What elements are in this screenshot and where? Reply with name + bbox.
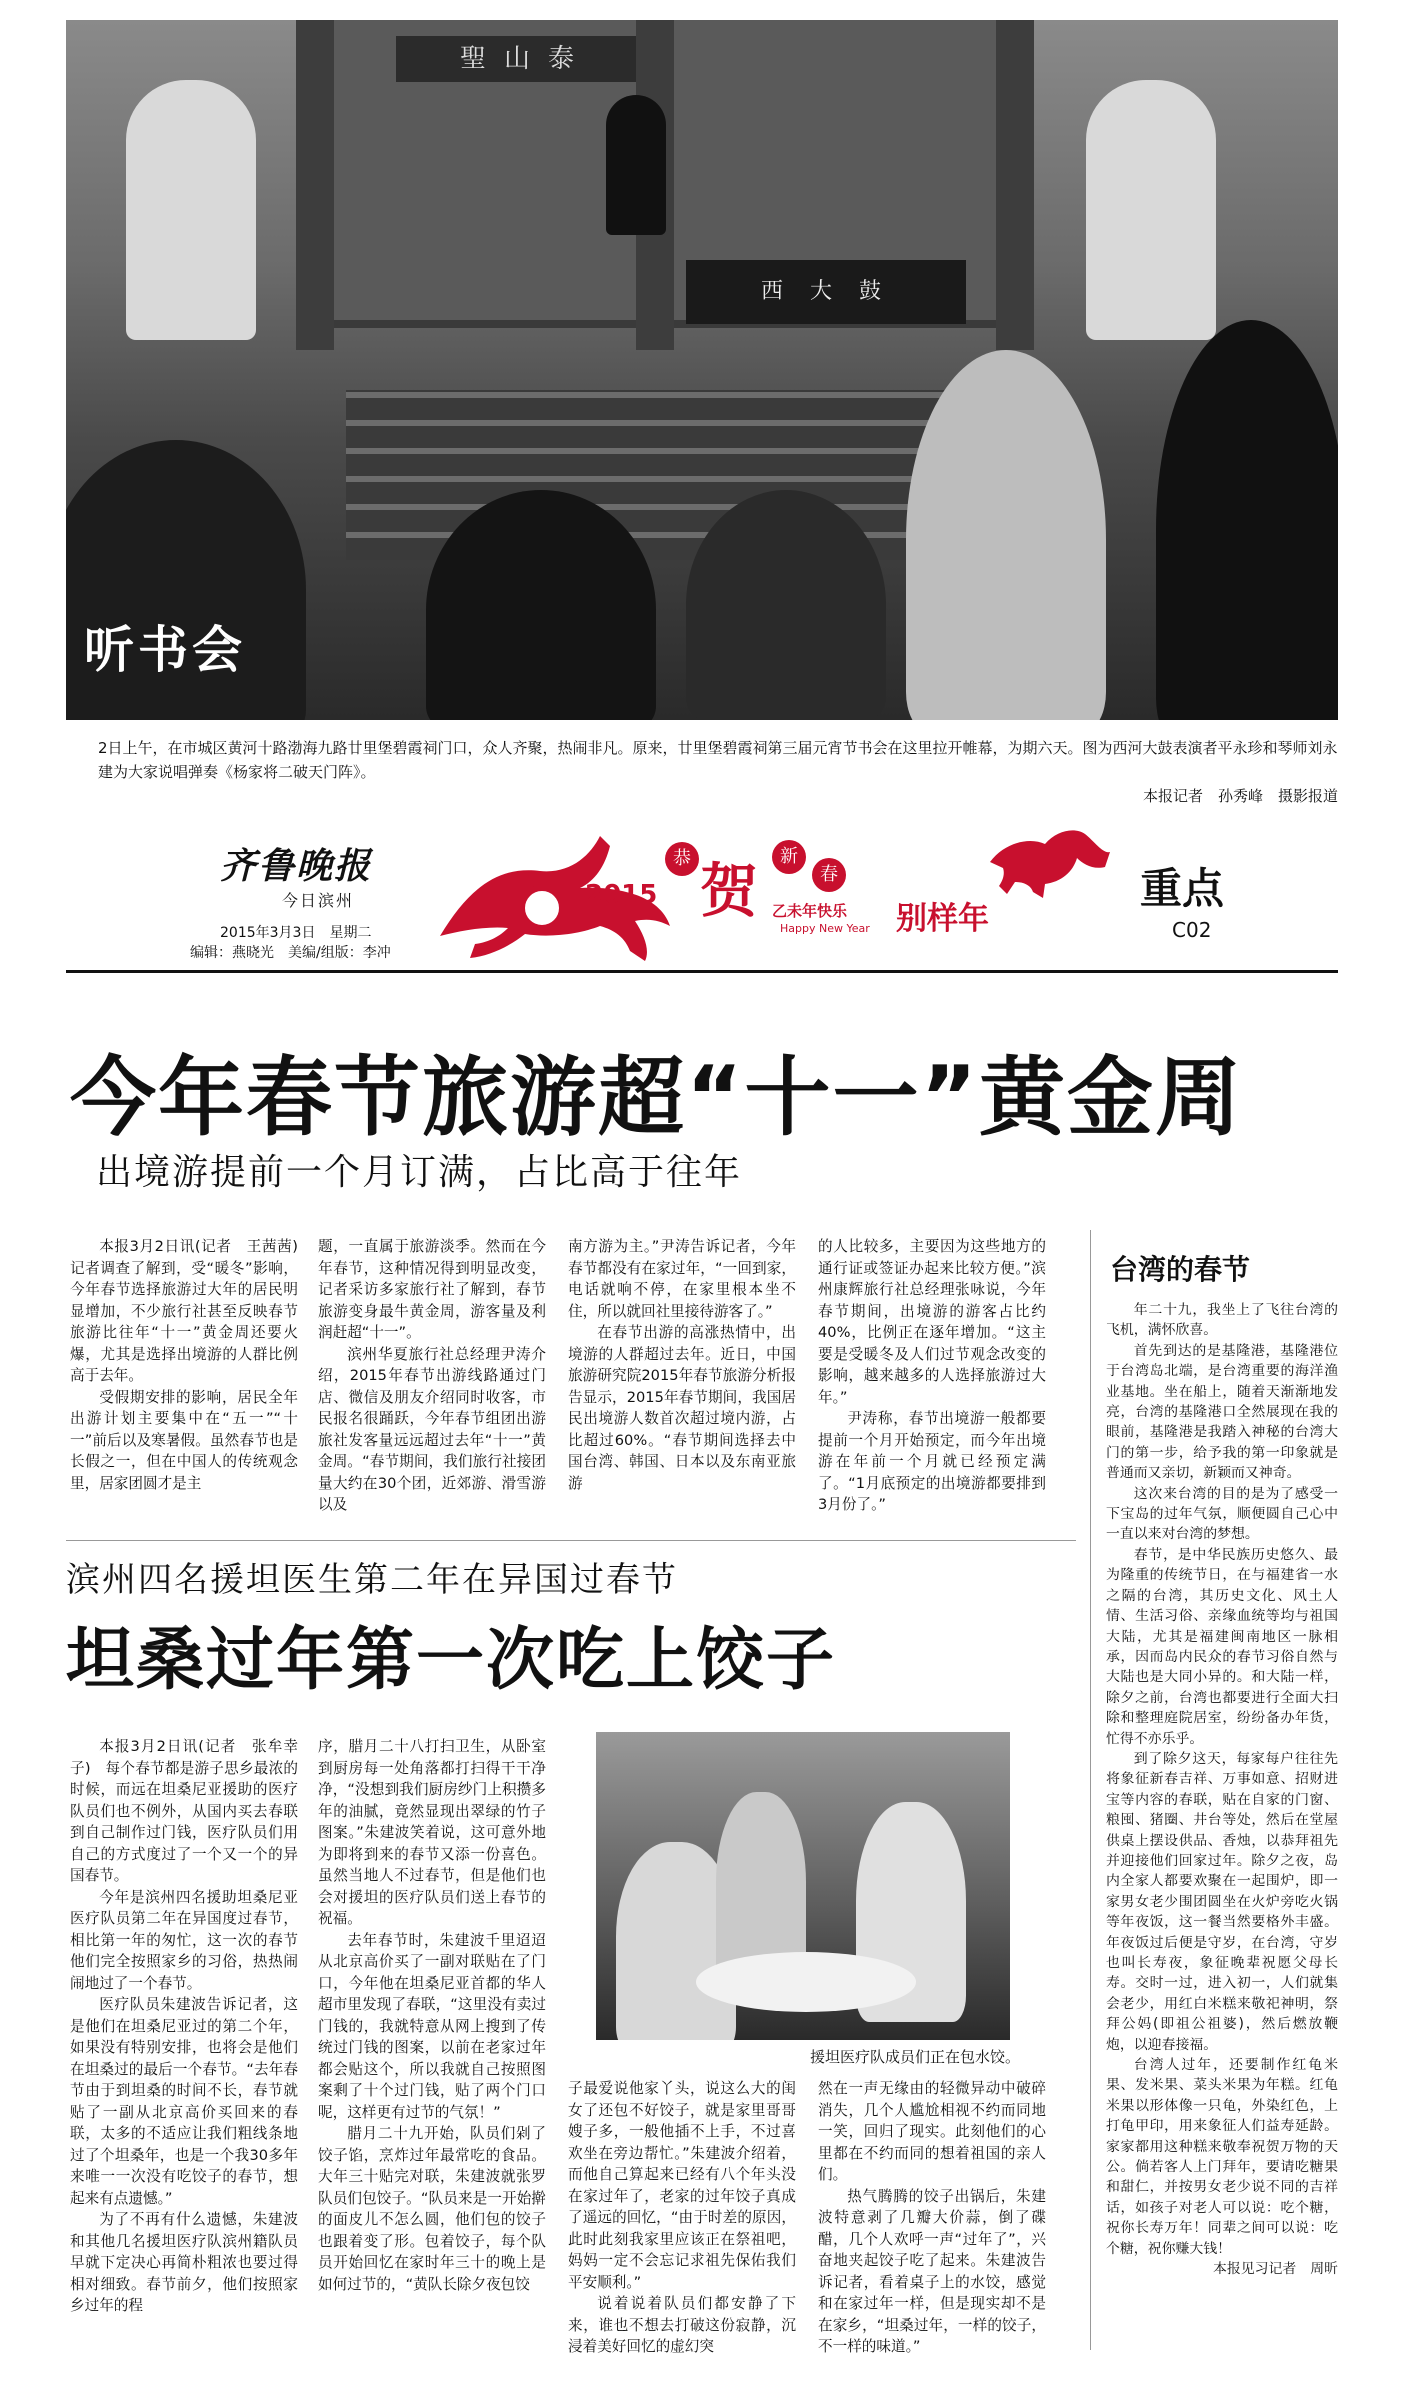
paragraph: 在春节出游的高涨热情中，出境游的人群超过去年。近日，中国旅游研究院2015年春节旅游分析报告显示，2015年春节期间，我国居民出境游人数首次超过境内游，占比超过60%。“春节期间选择去中国台湾、韩国、日本以及东南亚旅游 [568, 1324, 796, 1492]
paragraph: 受假期安排的影响，居民全年出游计划主要集中在“五一”“十一”前后以及寒暑假。虽然春节也是长假之一，但在中国人的传统观念里，居家团圆才是主 [70, 1388, 298, 1492]
dateline: 2015年3月3日 星期二 [220, 925, 372, 941]
performance-banner: 西 大 鼓 [686, 260, 966, 324]
paragraph: 台湾人过年，还要制作红龟米果、发米果、菜头米果为年糕。红龟米果以形体像一只龟，外染红色，上打龟甲印，用来象征人们益寿延龄。家家都用这种糕来敬奉祝贺万物的天公。倘若客人上门拜年，要请吃糖果和甜仁，并按男女老少说不同的吉祥话，如孩子对老人可以说：吃个糖，祝你长寿万年！同辈之间可以说：吃个糖，祝你赚大钱！ [1106, 2057, 1338, 2257]
column-divider [1090, 1230, 1091, 2350]
sidebar-credit: 本报见习记者 周昕 [1212, 2261, 1338, 2278]
audience-member [906, 350, 1106, 720]
paragraph: 说着说着队员们都安静了下来，谁也不想去打破这份寂静，沉浸着美好回忆的虚幻突 [568, 2295, 796, 2355]
stone-lion-left [126, 80, 256, 340]
stone-lion-right [1086, 80, 1216, 340]
dumpling-photo [596, 1732, 1010, 2040]
story2-column-1 [70, 1736, 298, 2317]
header-rule [66, 970, 1338, 973]
section-title: 重点 [1140, 864, 1225, 913]
audience-member [1156, 320, 1338, 720]
paragraph: 今年是滨州四名援助坦桑尼亚医疗队员第二年在异国度过春节，相比第一年的匆忙，这一次的春节他们完全按照家乡的习俗，热热闹闹地过了一个春节。 [70, 1888, 298, 1992]
column-label: 别样年 [896, 901, 989, 937]
paragraph: 南方游为主。”尹涛告诉记者，今年春节都没有在家过年，“一回到家，电话就响不停，在家里根本坐不住，所以就回社里接待游客了。” [568, 1238, 796, 1320]
paragraph: 滨州华夏旅行社总经理尹涛介绍，2015年春节出游线路通过门店、微信及朋友介绍同时收客，市民报名很踊跃，今年春节组团出游旅社发客量远远超过去年“十一”黄金周。“春节期间，我们旅行社接团量大约在30个团，近郊游、滑雪游以及 [318, 1345, 546, 1513]
story1-column-4 [818, 1236, 1046, 1516]
photo2-caption: 援坦医疗队成员们正在包水饺。 [810, 2048, 1021, 2066]
audience-member [686, 490, 886, 720]
paragraph: 题，一直属于旅游淡季。然而在今年春节，这种情况得到明显改变，记者采访多家旅行社了解到，春节旅游变身最牛黄金周，游客量及利润赶超“十一”。 [318, 1238, 546, 1341]
greeting-char: 恭 [665, 842, 699, 876]
edition-name: 今日滨州 [282, 891, 355, 910]
paragraph: 尹涛称，春节出境游一般都要提前一个月开始预定，而今年出境游在年前一个月就已经预定满了。“1月底预定的出境游都要排到3月份了。” [818, 1410, 1046, 1513]
greeting-char: 春 [812, 858, 846, 892]
performer [606, 95, 666, 235]
paragraph: 医疗队员朱建波告诉记者，这是他们在坦桑尼亚过的第二个年，如果没有特别安排，也将会是他们在坦桑过的最后一个春节。“去年春节由于到坦桑的时间不长，春节就贴了一副从北京高价买回来的春联，太多的不适应让我们粗线条地过了个坦桑年，也是一个我30多年来唯一一次没有吃饺子的春节，想起来有点遗憾。” [70, 1996, 298, 2207]
dumpling-table [696, 1952, 916, 2012]
paragraph: 子最爱说他家丫头，说这么大的闺女了还包不好饺子，就是家里哥哥嫂子多，一般他插不上手，不过喜欢坐在旁边帮忙。”朱建波介绍着，而他自己算起来已经有八个年头没在家过年了，老家的过年饺子真成了遥远的回忆，“由于时差的原因，此时此刻我家里应该正在祭祖吧，妈妈一定不会忘记求祖先保佑我们平安顺利。” [568, 2080, 796, 2291]
story2-column-3 [568, 2078, 796, 2358]
story2-column-4 [818, 2078, 1046, 2358]
horse-papercut-icon [985, 822, 1115, 902]
paragraph: 本报3月2日讯(记者 张牟幸子) 每个春节都是游子思乡最浓的时候，而远在坦桑尼亚援助的医疗队员们也不例外，从国内买去春联到自己制作过门钱，医疗队员们用自己的方式度过了一个又一个的异国春节。 [70, 1738, 298, 1884]
pillar [296, 20, 334, 350]
paragraph: 为了不再有什么遗憾，朱建波和其他几名援坦医疗队滨州籍队员早就下定决心再简朴粗浓也要过得相对细致。春节前夕，他们按照家乡过年的程 [70, 2211, 298, 2314]
sidebar-title: 台湾的春节 [1110, 1253, 1251, 1286]
paragraph: 然在一声无缘由的轻微异动中破碎消失，几个人尴尬相视不约而同地一笑，回归了现实。此刻他们的心里都在不约而同的想着祖国的亲人们。 [818, 2080, 1046, 2183]
story1-column-1 [70, 1236, 313, 1494]
photo-credit: 本报记者 孙秀峰 摄影报道 [1142, 787, 1338, 805]
greeting-subtitle: 乙未年快乐 [772, 902, 848, 920]
sidebar-article [1106, 1300, 1338, 2280]
editor-credits: 编辑：燕晓光 美编/组版：李冲 [190, 945, 391, 961]
paragraph: 年二十九，我坐上了飞往台湾的飞机，满怀欣喜。 [1106, 1302, 1338, 1339]
photo-overlay-title: 听书会 [84, 621, 246, 679]
paragraph: 的人比较多，主要因为这些地方的通行证或签证办起来比较方便。”滨州康辉旅行社总经理张咏说，今年春节期间，出境游的游客占比约40%，比例正在逐年增加。“这主要是受暖冬及人们过节观念改变的影响，越来越多的人选择旅游过大年。” [818, 1238, 1046, 1406]
greeting-char-large: 贺 [700, 857, 759, 925]
paragraph: 热气腾腾的饺子出锅后，朱建波特意剥了几瓣大价蒜，倒了碟醋，几个人欢呼一声“过年了”，兴奋地夹起饺子吃了起来。朱建波告诉记者，看着桌子上的水饺，感觉和在家过年一样，但是现实却不是在家乡，“坦桑过年，一样的饺子，不一样的味道。” [818, 2187, 1046, 2355]
paragraph: 本报3月2日讯(记者 王茜茜) 记者调查了解到，受“暖冬”影响，今年春节选择旅游过大年的居民明显增加，不少旅行社甚至反映春节旅游比往年“十一”黄金周还要火爆，尤其是选择出境游的人群比例高于去年。 [70, 1238, 313, 1384]
story2-column-2 [318, 1736, 546, 2295]
greeting-char: 新 [772, 840, 806, 874]
story1-headline: 今年春节旅游超“十一”黄金周 [70, 1048, 1244, 1148]
paragraph: 到了除夕这天，每家每户往往先将象征新春吉祥、万事如意、招财进宝等内容的春联，贴在自家的门窗、粮囤、猪圈、井台等处，然后在堂屋供桌上摆设供品、香烛，以恭拜祖先并迎接他们回家过年。除夕之夜，岛内全家人都要欢聚在一起围炉，即一家男女老少围团圆坐在火炉旁吃火锅等年夜饭，这一餐当然要格外丰盛。年夜饭过后便是守岁，在台湾，守岁也叫长寿夜，象征晚辈祝愿父母长寿。交时一过，进入初一，人们就集会老少，用红白米糕来敬祀神明，祭拜公妈(即祖公祖婆)，然后燃放鞭炮，以迎春接福。 [1106, 1750, 1338, 2053]
lead-photo [66, 20, 1338, 720]
paragraph: 去年春节时，朱建波千里迢迢从北京高价买了一副对联贴在了门口，今年他在坦桑尼亚首都的华人超市里发现了春联，“这里没有卖过门钱的，我就特意从网上搜到了传统过门钱的图案，以前在老家过年都会贴这个，所以我就自己按照图案剩了十个过门钱，贴了两个门口呢，这样更有过节的气氛！” [318, 1931, 546, 2121]
paragraph: 序，腊月二十八打扫卫生，从卧室到厨房每一处角落都打扫得干干净净，“没想到我们厨房纱门上积攒多年的油腻，竟然显现出翠绿的竹子图案。”朱建波笑着说，这可意外地为即将到来的春节又添一份喜色。虽然当地人不过春节，但是他们也会对援坦的医疗队员们送上春节的祝福。 [318, 1738, 546, 1927]
masthead: 齐鲁晚报 [220, 845, 373, 887]
temple-sign: 聖山泰 [396, 36, 656, 82]
story2-kicker: 滨州四名援坦医生第二年在异国过春节 [66, 1560, 678, 1600]
greeting-english: Happy New Year [780, 922, 870, 935]
audience-member [426, 490, 656, 720]
story1-column-2 [318, 1236, 546, 1516]
paragraph: 腊月二十九开始，队员们剁了饺子馅，烹炸过年最常吃的食品。大年三十贴完对联，朱建波就张罗队员们包饺子。“队员来是一开始擀的面皮儿不怎么圆，他们包的饺子也跟着变了形。包着饺子，每个队员开始回忆在家时年三十的晚上是如何过节的，“黄队长除夕夜包饺 [318, 2125, 546, 2293]
paragraph: 春节，是中华民族历史悠久、最为隆重的传统节日，在与福建省一水之隔的台湾，其历史文化、风土人情、生活习俗、亲缘血统等均与祖国大陆，尤其是福建闽南地区一脉相承，因而岛内民众的春节习俗自然与大陆也是大同小异的。和大陆一样，除夕之前，台湾也都要进行全面大扫除和整理庭院居室，纷纷备办年货，忙得不亦乐乎。 [1106, 1546, 1338, 1747]
photo-caption [98, 736, 1338, 808]
paragraph: 这次来台湾的目的是为了感受一下宝岛的过年气氛，顺便圆自己心中一直以来对台湾的梦想。 [1106, 1485, 1338, 1543]
page-number: C02 [1172, 918, 1212, 942]
pillar [996, 20, 1034, 350]
story1-column-3 [568, 1236, 796, 1494]
story2-headline: 坦桑过年第一次吃上饺子 [66, 1621, 837, 1700]
section-rule [66, 1540, 1076, 1541]
photo-caption-text: 2日上午，在市城区黄河十路渤海九路廿里堡碧霞祠门口，众人齐聚，热闹非凡。原来，廿里堡碧霞祠第三届元宵节书会在这里拉开帷幕，为期六天。图为西河大鼓表演者平永珍和琴师刘永建为大家说唱弹奏《杨家将二破天门阵》。 [98, 739, 1338, 781]
paragraph: 首先到达的是基隆港，基隆港位于台湾岛北端，是台湾重要的海洋渔业基地。坐在船上，随着天渐渐地发亮，台湾的基隆港口全然展现在我的眼前，基隆港是我踏入神秘的台湾大门的第一步，给予我的第一印象就是普通而又亲切，新颖而又神奇。 [1106, 1342, 1338, 1482]
story1-subheadline: 出境游提前一个月订满，占比高于往年 [96, 1152, 743, 1193]
year-number: 2015 [585, 880, 658, 910]
